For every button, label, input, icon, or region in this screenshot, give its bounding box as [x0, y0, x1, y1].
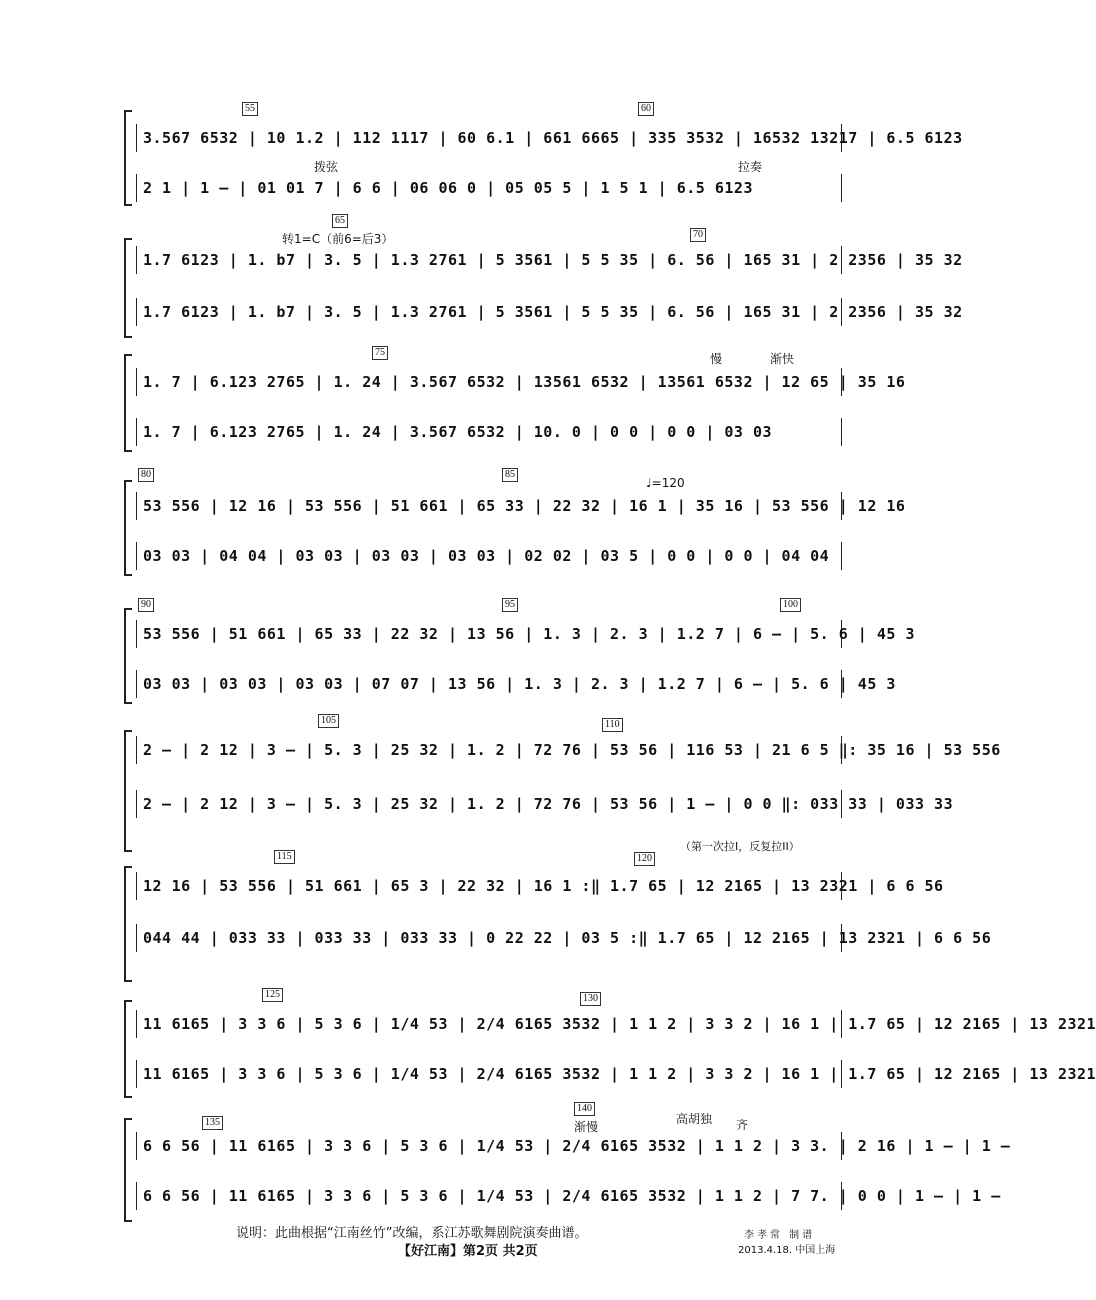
repeat-instruction: （第一次拉I，反复拉II） — [680, 840, 800, 853]
bar-number: 125 — [262, 988, 283, 1002]
page-indicator: 【好江南】第2页 共2页 — [398, 1244, 538, 1259]
lower-part-line: 11 6165 | 3 3 6 | 5 3 6 | 1/4 53 | 2/4 6165 3532 | 1 1 2 | 3 3 2 | 16 1 | 1.7 65 | 12 2165 | 13 2321 — [136, 1060, 842, 1088]
score-system-8 — [124, 986, 1096, 1096]
tutti-annotation: 齐 — [736, 1118, 749, 1132]
system-bracket — [124, 110, 132, 206]
tempo-annotation: 渐快 — [770, 352, 795, 366]
lower-part-line: 6 6 56 | 11 6165 | 3 3 6 | 5 3 6 | 1/4 53 | 2/4 6165 3532 | 1 1 2 | 7 7. | 0 0 | 1 – | 1 – — [136, 1182, 842, 1210]
bar-number: 70 — [690, 228, 706, 242]
lower-part-line: 03 03 | 04 04 | 03 03 | 03 03 | 03 03 | 02 02 | 03 5 | 0 0 | 0 0 | 04 04 — [136, 542, 842, 570]
system-bracket — [124, 866, 132, 982]
bar-number: 90 — [138, 598, 154, 612]
upper-part-line: 1. 7 | 6.123 2765 | 1. 24 | 3.567 6532 | 13561 6532 | 13561 6532 | 12 65 | 35 16 — [136, 368, 842, 396]
score-system-1 — [124, 100, 963, 212]
bar-number: 95 — [502, 598, 518, 612]
bar-number: 110 — [602, 718, 623, 732]
bar-number: 80 — [138, 468, 154, 482]
upper-part-line: 2 – | 2 12 | 3 – | 5. 3 | 25 32 | 1. 2 | 72 76 | 53 56 | 116 53 | 21 6 5 ‖: 35 16 | 53 556 — [136, 736, 842, 764]
arranger-credit: 李孝常 制谱 — [744, 1230, 816, 1241]
lower-part-line: 2 – | 2 12 | 3 – | 5. 3 | 25 32 | 1. 2 | 72 76 | 53 56 | 1 – | 0 0 ‖: 033 33 | 033 33 — [136, 790, 842, 818]
tempo-annotation: 慢 — [710, 352, 723, 366]
score-note: 说明：此曲根据“江南丝竹”改编，系江苏歌舞剧院演奏曲谱。 — [236, 1226, 588, 1241]
key-change-annotation: 转1=C（前6=后3） — [282, 232, 394, 246]
score-system-4 — [124, 468, 906, 578]
lower-part-line: 1.7 6123 | 1. b7 | 3. 5 | 1.3 2761 | 5 3561 | 5 5 35 | 6. 56 | 165 31 | 2 2356 | 35 32 — [136, 298, 842, 326]
system-bracket — [124, 238, 132, 338]
system-bracket — [124, 608, 132, 704]
tempo-marking: ♩=120 — [646, 476, 685, 490]
bar-number: 85 — [502, 468, 518, 482]
bar-number: 120 — [634, 852, 655, 866]
bar-number: 75 — [372, 346, 388, 360]
score-system-6 — [124, 712, 1001, 852]
solo-annotation: 高胡独 — [676, 1112, 713, 1126]
upper-part-line: 53 556 | 51 661 | 65 33 | 22 32 | 13 56 | 1. 3 | 2. 3 | 1.2 7 | 6 – | 5. 6 | 45 3 — [136, 620, 842, 648]
upper-part-line: 1.7 6123 | 1. b7 | 3. 5 | 1.3 2761 | 5 3561 | 5 5 35 | 6. 56 | 165 31 | 2 2356 | 35 32 — [136, 246, 842, 274]
score-system-5 — [124, 596, 915, 706]
bar-number: 105 — [318, 714, 339, 728]
bar-number: 115 — [274, 850, 295, 864]
bar-number: 140 — [574, 1102, 595, 1116]
system-bracket — [124, 1118, 132, 1222]
upper-part-line: 6 6 56 | 11 6165 | 3 3 6 | 5 3 6 | 1/4 53 | 2/4 6165 3532 | 1 1 2 | 3 3. | 2 16 | 1 – | 1 – — [136, 1132, 842, 1160]
system-bracket — [124, 354, 132, 452]
score-system-3 — [124, 344, 906, 454]
credit-date: 2013.4.18. 中国上海 — [738, 1245, 836, 1256]
lower-part-line: 1. 7 | 6.123 2765 | 1. 24 | 3.567 6532 | 10. 0 | 0 0 | 0 0 | 03 03 — [136, 418, 842, 446]
bar-number: 65 — [332, 214, 348, 228]
upper-part-line: 11 6165 | 3 3 6 | 5 3 6 | 1/4 53 | 2/4 6165 3532 | 1 1 2 | 3 3 2 | 16 1 | 1.7 65 | 12 2165 | 13 2321 — [136, 1010, 842, 1038]
lower-part-line: 2 1 | 1 – | 01 01 7 | 6 6 | 06 06 0 | 05 05 5 | 1 5 1 | 6.5 6123 — [136, 174, 842, 202]
technique-annotation: 拉奏 — [738, 160, 763, 174]
technique-annotation: 拨弦 — [314, 160, 339, 174]
upper-part-line: 3.567 6532 | 10 1.2 | 112 1117 | 60 6.1 | 661 6665 | 335 3532 | 16532 13217 | 6.5 6123 — [136, 124, 842, 152]
score-system-9 — [124, 1103, 1011, 1220]
upper-part-line: 53 556 | 12 16 | 53 556 | 51 661 | 65 33 | 22 32 | 16 1 | 35 16 | 53 556 | 12 16 — [136, 492, 842, 520]
bar-number: 60 — [638, 102, 654, 116]
bar-number: 130 — [580, 992, 601, 1006]
score-system-2 — [124, 214, 963, 334]
system-bracket — [124, 1000, 132, 1098]
bar-number: 100 — [780, 598, 801, 612]
bar-number: 55 — [242, 102, 258, 116]
lower-part-line: 03 03 | 03 03 | 03 03 | 07 07 | 13 56 | 1. 3 | 2. 3 | 1.2 7 | 6 – | 5. 6 | 45 3 — [136, 670, 842, 698]
system-bracket — [124, 480, 132, 576]
score-system-7 — [124, 850, 992, 978]
upper-part-line: 12 16 | 53 556 | 51 661 | 65 3 | 22 32 | 16 1 :‖ 1.7 65 | 12 2165 | 13 2321 | 6 6 56 — [136, 872, 842, 900]
bar-number: 135 — [202, 1116, 223, 1130]
system-bracket — [124, 730, 132, 852]
lower-part-line: 044 44 | 033 33 | 033 33 | 033 33 | 0 22 22 | 03 5 :‖ 1.7 65 | 12 2165 | 13 2321 | 6 6 56 — [136, 924, 842, 952]
tempo-annotation: 渐慢 — [574, 1120, 599, 1134]
